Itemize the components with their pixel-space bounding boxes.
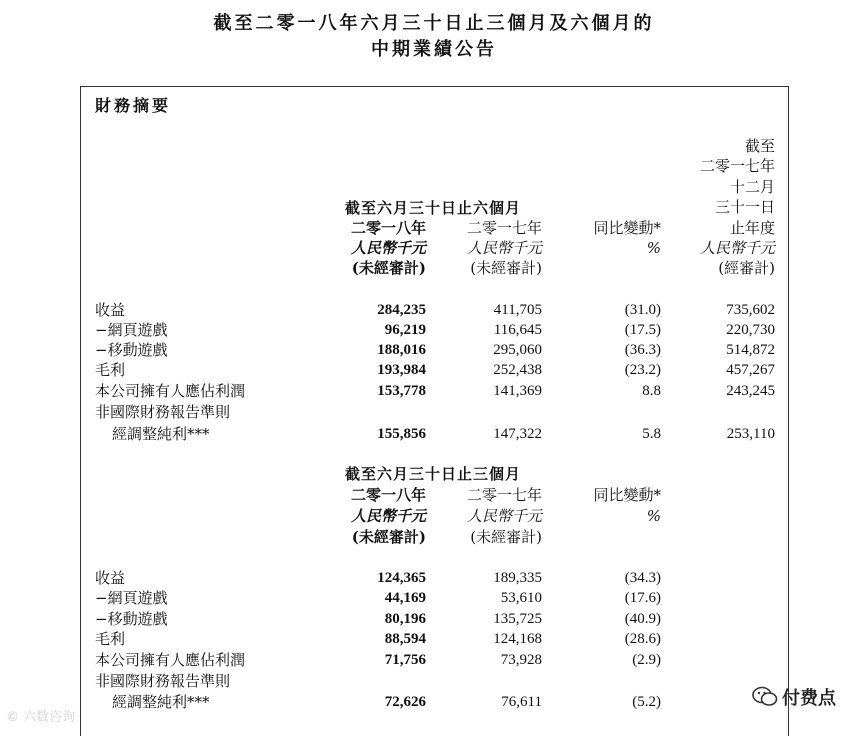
document-title-line1: 截至二零一八年六月三十日止三個月及六個月的 [213,13,655,34]
watermark-right: 付费点 [752,684,836,710]
document-title-line2: 中期業績公告 [371,39,497,60]
watermark-left: © 六数咨询 [6,710,76,725]
six-month-period-header: 截至六月三十日止六個月 [345,199,522,217]
section-title: 財務摘要 [95,96,172,115]
three-month-period-header: 截至六月三十日止三個月 [345,465,522,483]
wechat-icon [752,686,778,708]
watermark-logo-icon: © [6,710,19,725]
